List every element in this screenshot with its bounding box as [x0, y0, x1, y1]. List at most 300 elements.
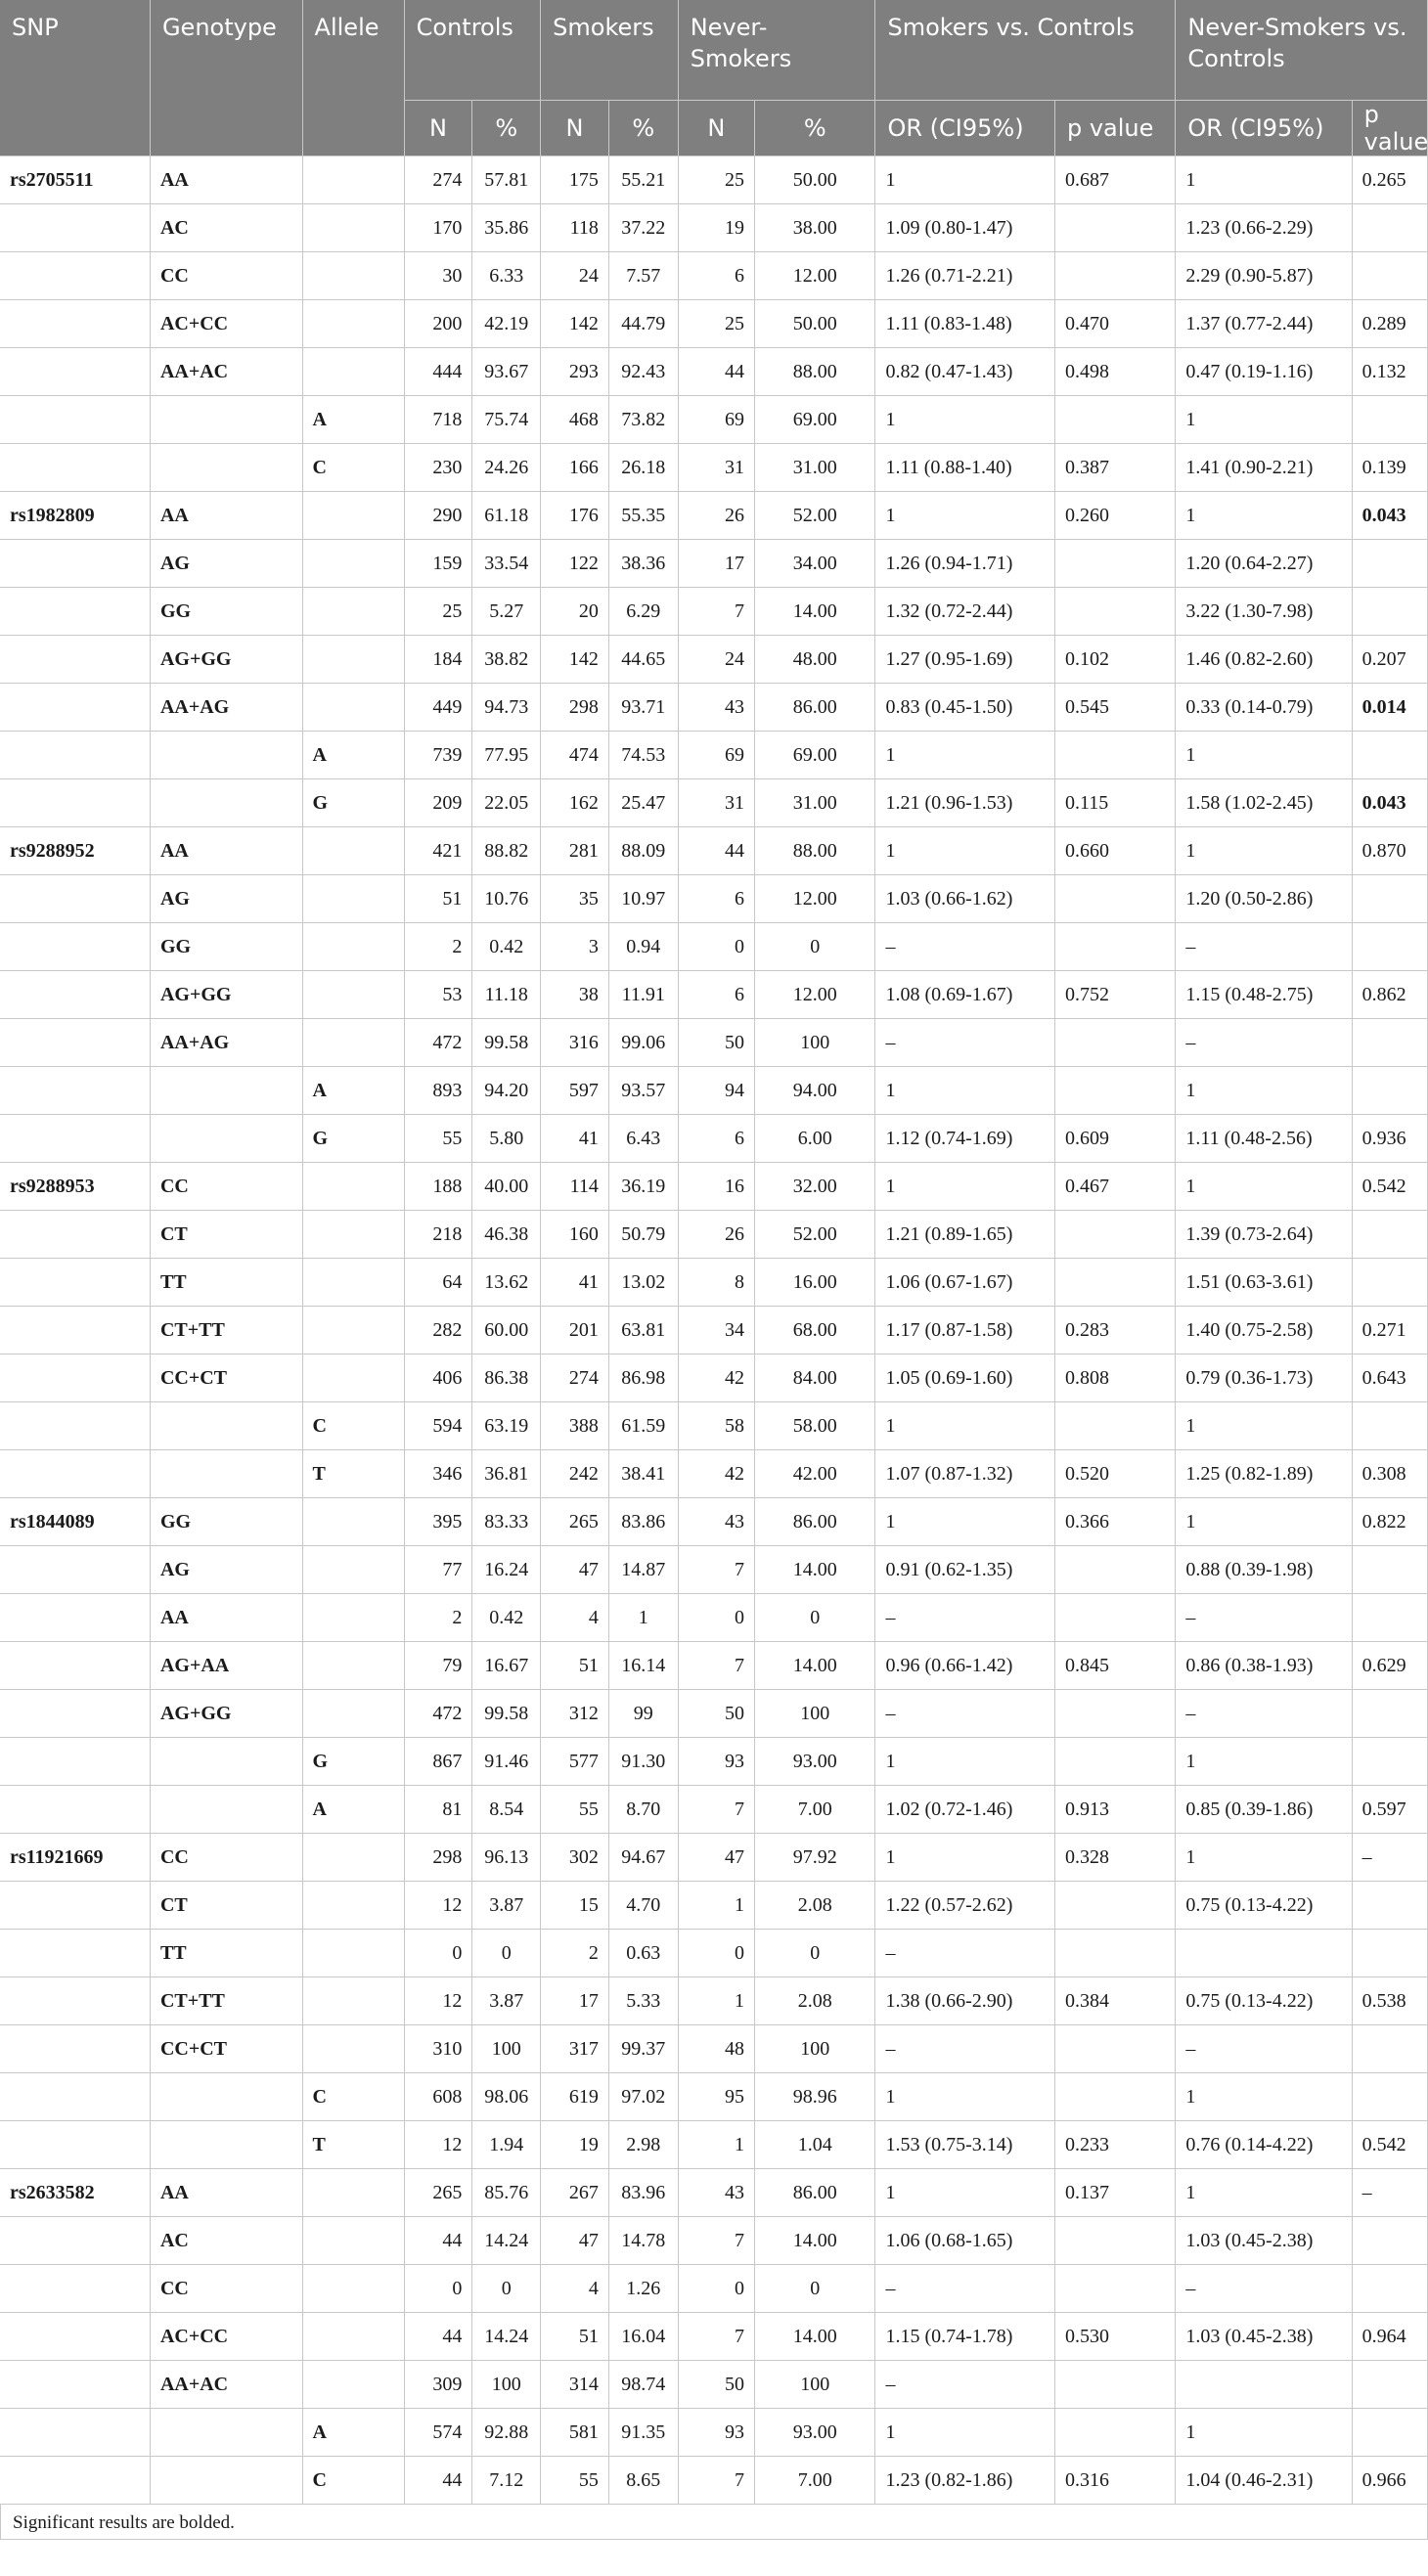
cell-never-smokers-p: [1352, 1930, 1427, 1977]
cell-genotype: CT+TT: [150, 1307, 302, 1355]
cell-allele: A: [302, 396, 404, 444]
cell-controls-pct: 100: [472, 2361, 541, 2409]
cell-never-smokers-pct: 0: [755, 1930, 875, 1977]
cell-smokers-or: –: [875, 923, 1055, 971]
cell-smokers-n: 24: [541, 252, 609, 300]
cell-allele: [302, 1882, 404, 1930]
cell-allele: [302, 684, 404, 732]
cell-allele: [302, 1307, 404, 1355]
cell-controls-pct: 42.19: [472, 300, 541, 348]
cell-never-smokers-p: [1352, 923, 1427, 971]
cell-controls-pct: 75.74: [472, 396, 541, 444]
cell-smokers-n: 281: [541, 827, 609, 875]
cell-never-smokers-pct: 50.00: [755, 300, 875, 348]
cell-smokers-or: 1.05 (0.69-1.60): [875, 1355, 1055, 1402]
cell-never-smokers-or: 1: [1176, 1067, 1352, 1115]
cell-smokers-p: 0.530: [1054, 2313, 1175, 2361]
cell-never-smokers-or: 1: [1176, 732, 1352, 779]
cell-smokers-pct: 13.02: [608, 1259, 678, 1307]
cell-controls-n: 310: [404, 2025, 472, 2073]
cell-genotype: [150, 1067, 302, 1115]
cell-never-smokers-n: 7: [678, 2217, 754, 2265]
table-row: [0, 875, 1428, 923]
cell-snp: [0, 396, 150, 444]
cell-allele: [302, 1211, 404, 1259]
cell-smokers-or: 1.12 (0.74-1.69): [875, 1115, 1055, 1163]
table-row: [0, 1402, 1428, 1450]
table-row: [0, 588, 1428, 636]
cell-smokers-p: 0.498: [1054, 348, 1175, 396]
cell-genotype: AG+GG: [150, 636, 302, 684]
cell-genotype: CC: [150, 1163, 302, 1211]
cell-smokers-pct: 14.87: [608, 1546, 678, 1594]
cell-snp: [0, 2409, 150, 2457]
cell-smokers-n: 3: [541, 923, 609, 971]
cell-controls-pct: 35.86: [472, 204, 541, 252]
cell-never-smokers-or: 1.04 (0.46-2.31): [1176, 2457, 1352, 2505]
cell-never-smokers-p: 0.308: [1352, 1450, 1427, 1498]
cell-genotype: GG: [150, 1498, 302, 1546]
cell-never-smokers-pct: 69.00: [755, 396, 875, 444]
subheader-n: N: [404, 101, 472, 156]
cell-never-smokers-or: 0.47 (0.19-1.16): [1176, 348, 1352, 396]
cell-never-smokers-n: 7: [678, 1786, 754, 1834]
cell-snp: [0, 1546, 150, 1594]
cell-controls-pct: 1.94: [472, 2121, 541, 2169]
cell-smokers-pct: 7.57: [608, 252, 678, 300]
cell-controls-n: 298: [404, 1834, 472, 1882]
cell-controls-n: 12: [404, 1882, 472, 1930]
cell-smokers-pct: 73.82: [608, 396, 678, 444]
cell-never-smokers-or: 1: [1176, 2073, 1352, 2121]
cell-controls-n: 718: [404, 396, 472, 444]
cell-smokers-or: 1.07 (0.87-1.32): [875, 1450, 1055, 1498]
cell-never-smokers-p: 0.870: [1352, 827, 1427, 875]
cell-controls-pct: 100: [472, 2025, 541, 2073]
cell-allele: A: [302, 732, 404, 779]
cell-never-smokers-pct: 94.00: [755, 1067, 875, 1115]
cell-controls-n: 188: [404, 1163, 472, 1211]
cell-controls-n: 274: [404, 156, 472, 204]
cell-never-smokers-pct: 12.00: [755, 971, 875, 1019]
cell-snp: [0, 971, 150, 1019]
cell-allele: [302, 2025, 404, 2073]
cell-never-smokers-pct: 93.00: [755, 2409, 875, 2457]
cell-never-smokers-p: [1352, 1738, 1427, 1786]
table-row: [0, 1642, 1428, 1690]
cell-genotype: [150, 2073, 302, 2121]
cell-snp: rs1982809: [0, 492, 150, 540]
cell-allele: [302, 492, 404, 540]
cell-controls-n: 30: [404, 252, 472, 300]
cell-smokers-pct: 92.43: [608, 348, 678, 396]
cell-smokers-p: 0.467: [1054, 1163, 1175, 1211]
cell-never-smokers-pct: 14.00: [755, 1642, 875, 1690]
cell-controls-pct: 86.38: [472, 1355, 541, 1402]
cell-controls-n: 64: [404, 1259, 472, 1307]
cell-genotype: AG+GG: [150, 1690, 302, 1738]
cell-snp: [0, 1019, 150, 1067]
table-row: [0, 492, 1428, 540]
cell-controls-pct: 61.18: [472, 492, 541, 540]
cell-smokers-or: 1.26 (0.94-1.71): [875, 540, 1055, 588]
cell-smokers-n: 175: [541, 156, 609, 204]
cell-smokers-or: –: [875, 1930, 1055, 1977]
cell-smokers-n: 597: [541, 1067, 609, 1115]
cell-controls-n: 449: [404, 684, 472, 732]
cell-never-smokers-or: 1.15 (0.48-2.75): [1176, 971, 1352, 1019]
cell-controls-pct: 0.42: [472, 923, 541, 971]
cell-genotype: CT: [150, 1882, 302, 1930]
cell-smokers-pct: 8.65: [608, 2457, 678, 2505]
cell-never-smokers-pct: 100: [755, 2361, 875, 2409]
cell-genotype: AA: [150, 492, 302, 540]
cell-never-smokers-p: [1352, 1402, 1427, 1450]
cell-never-smokers-pct: 0: [755, 1594, 875, 1642]
table-row: [0, 396, 1428, 444]
cell-controls-n: 218: [404, 1211, 472, 1259]
cell-never-smokers-or: –: [1176, 923, 1352, 971]
cell-never-smokers-p: 0.207: [1352, 636, 1427, 684]
cell-snp: [0, 1786, 150, 1834]
cell-controls-pct: 16.67: [472, 1642, 541, 1690]
cell-never-smokers-or: 0.76 (0.14-4.22): [1176, 2121, 1352, 2169]
cell-controls-n: 44: [404, 2217, 472, 2265]
cell-smokers-n: 293: [541, 348, 609, 396]
cell-smokers-n: 388: [541, 1402, 609, 1450]
cell-smokers-or: 0.91 (0.62-1.35): [875, 1546, 1055, 1594]
cell-genotype: [150, 396, 302, 444]
cell-smokers-n: 20: [541, 588, 609, 636]
cell-controls-pct: 77.95: [472, 732, 541, 779]
cell-smokers-n: 581: [541, 2409, 609, 2457]
cell-never-smokers-or: 1.40 (0.75-2.58): [1176, 1307, 1352, 1355]
cell-never-smokers-pct: 14.00: [755, 1546, 875, 1594]
cell-smokers-or: –: [875, 1690, 1055, 1738]
cell-never-smokers-or: 1: [1176, 492, 1352, 540]
cell-never-smokers-n: 7: [678, 2313, 754, 2361]
cell-snp: rs9288952: [0, 827, 150, 875]
cell-never-smokers-pct: 88.00: [755, 348, 875, 396]
cell-never-smokers-p: 0.043: [1352, 779, 1427, 827]
cell-never-smokers-or: 0.88 (0.39-1.98): [1176, 1546, 1352, 1594]
cell-snp: [0, 875, 150, 923]
table-row: [0, 2361, 1428, 2409]
cell-smokers-pct: 86.98: [608, 1355, 678, 1402]
cell-snp: [0, 1642, 150, 1690]
cell-genotype: [150, 2457, 302, 2505]
cell-allele: [302, 2361, 404, 2409]
table-row: [0, 1498, 1428, 1546]
cell-smokers-or: 1.08 (0.69-1.67): [875, 971, 1055, 1019]
cell-smokers-p: 0.545: [1054, 684, 1175, 732]
cell-never-smokers-p: [1352, 204, 1427, 252]
cell-smokers-p: 0.283: [1054, 1307, 1175, 1355]
cell-never-smokers-or: –: [1176, 1594, 1352, 1642]
subheader-or: OR (CI95%): [875, 101, 1055, 156]
cell-never-smokers-pct: 34.00: [755, 540, 875, 588]
cell-smokers-p: [1054, 1402, 1175, 1450]
cell-smokers-or: 1.17 (0.87-1.58): [875, 1307, 1055, 1355]
cell-smokers-or: 1.02 (0.72-1.46): [875, 1786, 1055, 1834]
cell-controls-n: 2: [404, 923, 472, 971]
cell-smokers-pct: 93.57: [608, 1067, 678, 1115]
cell-controls-pct: 5.80: [472, 1115, 541, 1163]
cell-controls-pct: 99.58: [472, 1690, 541, 1738]
cell-never-smokers-n: 7: [678, 1642, 754, 1690]
cell-allele: [302, 1977, 404, 2025]
cell-controls-pct: 14.24: [472, 2313, 541, 2361]
cell-never-smokers-p: 0.271: [1352, 1307, 1427, 1355]
cell-genotype: AA: [150, 2169, 302, 2217]
cell-smokers-p: 0.366: [1054, 1498, 1175, 1546]
cell-allele: [302, 827, 404, 875]
cell-smokers-or: 1.38 (0.66-2.90): [875, 1977, 1055, 2025]
cell-snp: [0, 2025, 150, 2073]
cell-never-smokers-p: 0.139: [1352, 444, 1427, 492]
cell-never-smokers-p: [1352, 2217, 1427, 2265]
cell-never-smokers-p: [1352, 1882, 1427, 1930]
cell-allele: T: [302, 1450, 404, 1498]
cell-smokers-or: 0.83 (0.45-1.50): [875, 684, 1055, 732]
table-row: [0, 2073, 1428, 2121]
cell-smokers-pct: 2.98: [608, 2121, 678, 2169]
cell-genotype: AC: [150, 2217, 302, 2265]
cell-never-smokers-pct: 48.00: [755, 636, 875, 684]
table-row: [0, 1786, 1428, 1834]
cell-never-smokers-or: 1: [1176, 1498, 1352, 1546]
cell-controls-n: 472: [404, 1019, 472, 1067]
cell-smokers-or: –: [875, 2265, 1055, 2313]
cell-smokers-pct: 16.04: [608, 2313, 678, 2361]
cell-never-smokers-n: 94: [678, 1067, 754, 1115]
cell-genotype: AA+AG: [150, 1019, 302, 1067]
cell-snp: [0, 1402, 150, 1450]
cell-never-smokers-n: 6: [678, 971, 754, 1019]
cell-never-smokers-p: [1352, 2073, 1427, 2121]
table-row: [0, 1259, 1428, 1307]
cell-smokers-n: 468: [541, 396, 609, 444]
cell-controls-n: 53: [404, 971, 472, 1019]
cell-smokers-or: 1: [875, 2073, 1055, 2121]
cell-allele: [302, 540, 404, 588]
cell-allele: [302, 1355, 404, 1402]
cell-genotype: AG: [150, 1546, 302, 1594]
cell-never-smokers-pct: 69.00: [755, 732, 875, 779]
cell-smokers-p: 0.233: [1054, 2121, 1175, 2169]
cell-never-smokers-p: [1352, 1546, 1427, 1594]
table-row: [0, 2217, 1428, 2265]
cell-smokers-p: [1054, 1882, 1175, 1930]
cell-snp: rs11921669: [0, 1834, 150, 1882]
cell-never-smokers-n: 48: [678, 2025, 754, 2073]
cell-controls-pct: 94.73: [472, 684, 541, 732]
cell-controls-pct: 99.58: [472, 1019, 541, 1067]
subheader-p: p value: [1352, 101, 1427, 156]
cell-controls-n: 184: [404, 636, 472, 684]
cell-never-smokers-p: 0.542: [1352, 2121, 1427, 2169]
cell-genotype: [150, 444, 302, 492]
cell-never-smokers-n: 17: [678, 540, 754, 588]
cell-never-smokers-p: [1352, 1594, 1427, 1642]
cell-never-smokers-pct: 42.00: [755, 1450, 875, 1498]
cell-smokers-p: [1054, 1211, 1175, 1259]
cell-never-smokers-pct: 52.00: [755, 492, 875, 540]
cell-genotype: [150, 732, 302, 779]
cell-never-smokers-p: 0.862: [1352, 971, 1427, 1019]
cell-never-smokers-p: 0.132: [1352, 348, 1427, 396]
cell-never-smokers-or: 1.41 (0.90-2.21): [1176, 444, 1352, 492]
cell-smokers-or: –: [875, 2025, 1055, 2073]
cell-smokers-or: 1: [875, 1834, 1055, 1882]
cell-never-smokers-p: 0.014: [1352, 684, 1427, 732]
cell-allele: [302, 2217, 404, 2265]
subheader-n: N: [678, 101, 754, 156]
cell-snp: [0, 1115, 150, 1163]
cell-allele: C: [302, 1402, 404, 1450]
cell-never-smokers-n: 7: [678, 1546, 754, 1594]
cell-never-smokers-or: 1.25 (0.82-1.89): [1176, 1450, 1352, 1498]
cell-smokers-n: 41: [541, 1115, 609, 1163]
cell-smokers-n: 41: [541, 1259, 609, 1307]
cell-controls-n: 282: [404, 1307, 472, 1355]
cell-snp: [0, 2313, 150, 2361]
cell-controls-n: 12: [404, 1977, 472, 2025]
cell-smokers-n: 166: [541, 444, 609, 492]
cell-genotype: AA: [150, 827, 302, 875]
table-row: [0, 1546, 1428, 1594]
cell-never-smokers-or: [1176, 2361, 1352, 2409]
table-row: [0, 1882, 1428, 1930]
cell-never-smokers-or: 2.29 (0.90-5.87): [1176, 252, 1352, 300]
cell-smokers-n: 298: [541, 684, 609, 732]
header-allele: Allele: [302, 0, 404, 156]
cell-controls-pct: 22.05: [472, 779, 541, 827]
cell-never-smokers-pct: 1.04: [755, 2121, 875, 2169]
cell-smokers-p: [1054, 1259, 1175, 1307]
cell-snp: [0, 540, 150, 588]
cell-smokers-p: 0.137: [1054, 2169, 1175, 2217]
cell-smokers-or: 1: [875, 396, 1055, 444]
cell-never-smokers-n: 25: [678, 156, 754, 204]
cell-never-smokers-n: 19: [678, 204, 754, 252]
cell-snp: [0, 300, 150, 348]
cell-smokers-pct: 91.30: [608, 1738, 678, 1786]
cell-smokers-or: 1.06 (0.68-1.65): [875, 2217, 1055, 2265]
cell-snp: [0, 2265, 150, 2313]
cell-never-smokers-n: 6: [678, 875, 754, 923]
header-never-smokers-vs-controls: Never-Smokers vs. Controls: [1176, 0, 1428, 101]
cell-never-smokers-p: [1352, 1259, 1427, 1307]
subheader-or: OR (CI95%): [1176, 101, 1352, 156]
cell-controls-n: 290: [404, 492, 472, 540]
cell-never-smokers-or: 1: [1176, 1738, 1352, 1786]
cell-snp: [0, 2217, 150, 2265]
cell-smokers-n: 312: [541, 1690, 609, 1738]
cell-controls-n: 44: [404, 2313, 472, 2361]
cell-genotype: AG: [150, 540, 302, 588]
cell-never-smokers-or: 1: [1176, 1402, 1352, 1450]
cell-never-smokers-pct: 32.00: [755, 1163, 875, 1211]
cell-controls-n: 574: [404, 2409, 472, 2457]
cell-never-smokers-or: 1: [1176, 1163, 1352, 1211]
table-row: [0, 2265, 1428, 2313]
subheader-pct: %: [755, 101, 875, 156]
cell-never-smokers-n: 0: [678, 923, 754, 971]
cell-controls-n: 472: [404, 1690, 472, 1738]
cell-never-smokers-pct: 2.08: [755, 1977, 875, 2025]
cell-genotype: AG+GG: [150, 971, 302, 1019]
cell-never-smokers-or: 0.79 (0.36-1.73): [1176, 1355, 1352, 1402]
cell-smokers-pct: 0.94: [608, 923, 678, 971]
cell-snp: [0, 1977, 150, 2025]
cell-smokers-p: 0.845: [1054, 1642, 1175, 1690]
table-row: [0, 1355, 1428, 1402]
cell-snp: [0, 1738, 150, 1786]
cell-smokers-or: 1.21 (0.96-1.53): [875, 779, 1055, 827]
subheader-pct: %: [608, 101, 678, 156]
cell-controls-pct: 3.87: [472, 1977, 541, 2025]
cell-smokers-or: 1.11 (0.88-1.40): [875, 444, 1055, 492]
cell-smokers-p: [1054, 2073, 1175, 2121]
subheader-p: p value: [1054, 101, 1175, 156]
cell-snp: rs1844089: [0, 1498, 150, 1546]
table-row: [0, 1067, 1428, 1115]
cell-never-smokers-pct: 2.08: [755, 1882, 875, 1930]
cell-smokers-pct: 1: [608, 1594, 678, 1642]
cell-controls-n: 44: [404, 2457, 472, 2505]
cell-snp: [0, 1882, 150, 1930]
cell-controls-n: 230: [404, 444, 472, 492]
cell-smokers-p: [1054, 1067, 1175, 1115]
table-row: [0, 2313, 1428, 2361]
cell-snp: [0, 1594, 150, 1642]
cell-controls-n: 200: [404, 300, 472, 348]
cell-allele: C: [302, 2073, 404, 2121]
cell-controls-pct: 94.20: [472, 1067, 541, 1115]
cell-smokers-or: 1.09 (0.80-1.47): [875, 204, 1055, 252]
table-row: [0, 2409, 1428, 2457]
cell-allele: C: [302, 444, 404, 492]
cell-never-smokers-n: 26: [678, 1211, 754, 1259]
cell-never-smokers-or: 1: [1176, 1834, 1352, 1882]
cell-allele: [302, 1498, 404, 1546]
cell-smokers-n: 274: [541, 1355, 609, 1402]
cell-smokers-p: 0.752: [1054, 971, 1175, 1019]
cell-smokers-pct: 5.33: [608, 1977, 678, 2025]
table-row: [0, 1977, 1428, 2025]
table-row: [0, 156, 1428, 204]
cell-smokers-pct: 11.91: [608, 971, 678, 1019]
cell-snp: rs2705511: [0, 156, 150, 204]
cell-smokers-or: 1.03 (0.66-1.62): [875, 875, 1055, 923]
cell-never-smokers-p: [1352, 732, 1427, 779]
cell-never-smokers-n: 1: [678, 1977, 754, 2025]
cell-never-smokers-or: 1: [1176, 156, 1352, 204]
cell-smokers-p: [1054, 875, 1175, 923]
cell-never-smokers-p: 0.542: [1352, 1163, 1427, 1211]
cell-smokers-n: 242: [541, 1450, 609, 1498]
cell-genotype: [150, 1786, 302, 1834]
cell-smokers-pct: 1.26: [608, 2265, 678, 2313]
cell-smokers-or: 1: [875, 732, 1055, 779]
header-smokers: Smokers: [541, 0, 679, 101]
table-body: [0, 156, 1428, 2505]
cell-never-smokers-or: 1.51 (0.63-3.61): [1176, 1259, 1352, 1307]
cell-never-smokers-p: 0.597: [1352, 1786, 1427, 1834]
cell-controls-pct: 0.42: [472, 1594, 541, 1642]
cell-controls-n: 893: [404, 1067, 472, 1115]
